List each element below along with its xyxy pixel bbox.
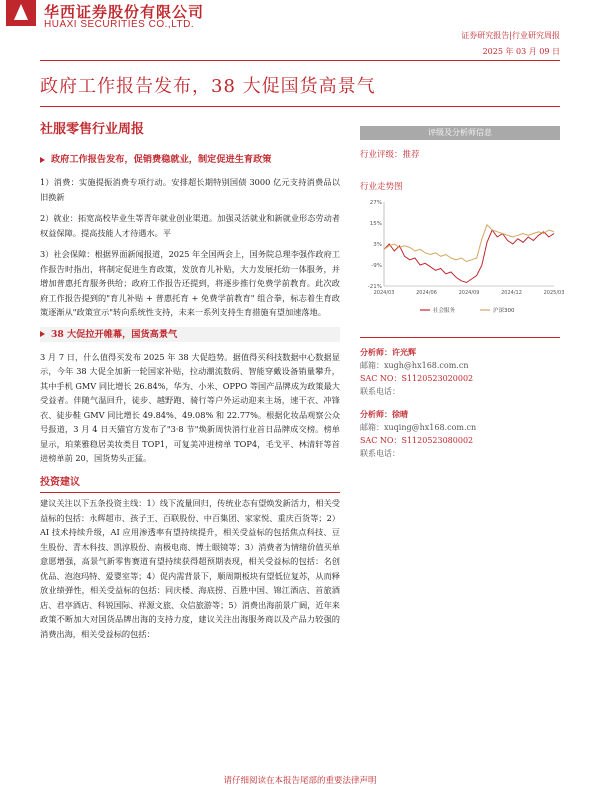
header-divider: [40, 60, 560, 61]
y-tick-label: 3%: [373, 242, 382, 248]
trend-chart: [360, 194, 565, 329]
section1-para-2: 2）就业：拓宽高校毕业生等青年就业创业渠道。加强灵活就业和新就业形态劳动者权益保障。提高技能人才待遇水。平: [40, 213, 340, 238]
analyst-block-1: [360, 346, 560, 398]
legend-label: 沪深300: [493, 308, 515, 314]
analyst-phone: 联系电话：: [360, 387, 400, 396]
y-tick-label: -9%: [371, 263, 382, 269]
analyst-email: 邮箱：xuqing@hx168.com.cn: [360, 423, 477, 432]
section2-heading: 38 大促拉开帷幕，国货高景气: [40, 327, 340, 342]
invest-heading: 投资建议: [40, 476, 340, 494]
analyst-sac: SAC NO：S1120523020002: [360, 374, 474, 383]
x-tick-label: 2025/03: [543, 290, 565, 296]
analyst-sac: SAC NO：S1120523080002: [360, 436, 474, 445]
brand-name-cn: 华西证券股份有限公司: [44, 3, 205, 21]
y-tick-label: -21%: [367, 284, 382, 290]
main-content: [40, 150, 340, 648]
x-tick-label: 2024/03: [373, 290, 395, 296]
legend-label: 社会服务: [433, 308, 456, 314]
y-tick-label: 15%: [369, 221, 382, 227]
rating-header: 评级及分析师信息: [360, 126, 560, 140]
section1-para-3: 3）社会保障：根据界面新闻报道，2025 年全国两会上，国务院总理李强作政府工作报告时指出，将制定促进生育政策，发放育儿补贴，大力发展托幼一体服务，并增加普惠托育服务供给；政府工作报告还提到，将逐步推行免费学前教育。此次政府工作报告提到的"育儿补贴 + 普惠托育 + 免费学前教育" 组合拳，标志着生育政策逐渐从"政策宣示"转向系统性支持，未来一系列支持生育措施有望加速落地。: [40, 249, 340, 317]
sidebar: [360, 126, 565, 460]
y-tick-label: 27%: [369, 200, 382, 206]
series-line: [384, 225, 554, 262]
brand-name-en: HUAXI SECURITIES CO.,LTD.: [44, 19, 195, 30]
x-tick-label: 2024/06: [416, 290, 437, 296]
analyst-name: 分析师：徐晴: [360, 409, 408, 419]
analyst-name: 分析师：许光辉: [360, 347, 416, 357]
industry-rating: 行业评级：推荐: [360, 150, 420, 160]
report-date: 2025 年 03 月 09 日: [482, 47, 560, 56]
section1-heading: 政府工作报告发布，促销费稳就业，制定促进生育政策: [40, 152, 340, 167]
report-subtitle: 社服零售行业周报: [40, 122, 145, 137]
legal-footer: 请仔细阅读在本报告尾部的重要法律声明: [223, 776, 377, 786]
invest-para: 建议关注以下五条投资主线：1）线下流量回归，传统业态有望焕发新活力，相关受益标的包括：永辉超市、孩子王、百联股份、中百集团、家家悦、重庆百货等；2）AI 技术持续升级，AI 应用渗透率有望持续提升，相关受益标的包括焦点科技、豆生股份、青木科技、凯淳股份、南极电商、博士眼镜等；3）消费者为情绪价值买单意愿增强，高景气新零售赛道有望持续获得超预期表现，相关受益标的包括：名创优品、泡泡玛特、爱婴室等；4）促内需背景下，顺周期板块有望低位复苏，从而释放业绩弹性，相关受益标的包括：同庆楼、海底捞、百胜中国、锦江酒店、首旅酒店、君亭酒店、科锐国际、祥源文旅、众信旅游等；5）消费出海前景广阔，近年来政策不断加大对国货品牌出海的支持力度，建议关注出海服务商以及产品力较强的消费出海，相关受益标的包括：: [40, 498, 340, 639]
report-type: 证券研究报告|行业研究周报: [461, 31, 560, 40]
bullet-triangle-icon: [40, 331, 45, 337]
chart-divider: [360, 337, 560, 338]
analyst-block-2: [360, 408, 560, 460]
section1-para-1: 1）消费：实施提振消费专项行动。安排超长期特别国债 3000 亿元支持消费品以旧换新: [40, 177, 340, 202]
title-divider: [40, 106, 560, 107]
analyst-email: 邮箱：xugh@hx168.com.cn: [360, 361, 469, 370]
x-tick-label: 2024/09: [458, 290, 480, 296]
company-logo-icon: [6, 0, 36, 26]
analyst-phone: 联系电话：: [360, 449, 400, 458]
series-line: [384, 230, 554, 283]
x-tick-label: 2024/12: [501, 290, 522, 296]
trend-chart-title: 行业走势图: [360, 182, 403, 192]
bullet-triangle-icon: [40, 157, 45, 163]
page-title: 政府工作报告发布，38 大促国货高景气: [40, 76, 376, 97]
section2-para: 3 月 7 日，什么值得买发布 2025 年 38 大促趋势。据值得买科技数据中心数据显示，今年 38 大促全加新一轮国家补贴，拉动潮流数码、智能穿戴设备销量攀升，其中手机 GMV 同比增长 26.84%，华为、小米、OPPO 等国产品牌成为政策最大受益者。伴随气温回升，徒步、越野跑、骑行等户外运动迎来主场，速干衣、冲锋衣、徒步鞋 GMV 同比增长 49.84%、49.08% 和 22.77%。根据化妆品观察公众号报道，3 月 4 日天猫官方发布了"3·8 节"焕新周快消行业首日品牌成交榜。榜单显示，珀莱雅稳居美妆类目 TOP1，可复美冲进榜单 TOP4，毛戈平、林清轩等首进榜单前 20，国货势头正猛。: [40, 351, 340, 463]
